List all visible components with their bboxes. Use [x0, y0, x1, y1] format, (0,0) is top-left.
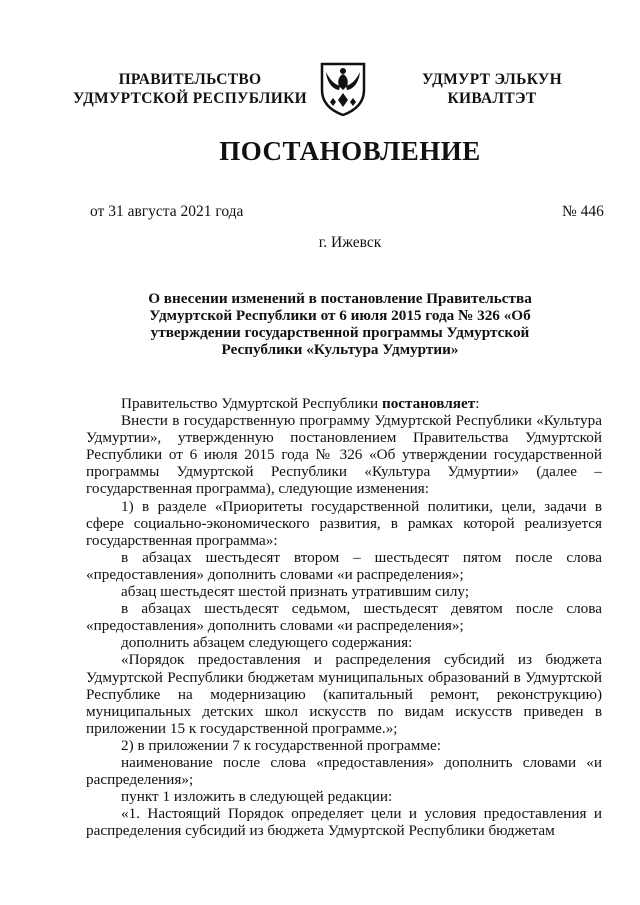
document-number: № 446 [562, 203, 604, 220]
intro-paragraph [86, 395, 602, 412]
body-paragraph: «Порядок предоставления и распределения субсидий из бюджета Удмуртской Республики бюджетам муниципальных образований в Удмуртской Республике на модернизацию (капитальный ремонт, реконструкцию) муниципальных детских школ искусств по видам искусств приведен в приложении 15 к государственной программе.»; [86, 651, 602, 737]
government-name-udmurt-line1: УДМУРТ ЭЛЬКУН [422, 71, 562, 88]
body-paragraph: дополнить абзацем следующего содержания: [121, 634, 413, 652]
body-paragraph: пункт 1 изложить в следующей редакции: [121, 788, 393, 806]
intro-text: Правительство Удмуртской Республики [121, 395, 382, 412]
body-paragraph: абзац шестьдесят шестой признать утратившим силу; [121, 583, 470, 601]
document-type-title: ПОСТАНОВЛЕНИЕ [219, 136, 481, 166]
government-name-russian [70, 70, 310, 108]
intro-colon: : [475, 395, 480, 412]
body-paragraph: в абзацах шестьдесят седьмом, шестьдесят девятом после слова «предоставления» дополнить словами «и распределения»; [86, 600, 602, 635]
body-paragraph: в абзацах шестьдесят втором – шестьдесят пятом после слова «предоставления» дополнить словами «и распределения»; [86, 548, 602, 583]
government-name-udmurt-line2: КИВАЛТЭТ [447, 90, 537, 107]
body-paragraph: Внести в государственную программу Удмуртской Республики «Культура Удмуртии», утвержденную постановлением Правительства Удмуртской Республики от 6 июля 2015 года № 326 «Об утверждении государственной программы Удмуртской Республики «Культура Удмуртии» (далее – государственная программа), следующие изменения: [86, 412, 602, 498]
government-name-line2: УДМУРТСКОЙ РЕСПУБЛИКИ [72, 90, 307, 107]
body-paragraph: 2) в приложении 7 к государственной программе: [121, 736, 441, 754]
government-name-line1: ПРАВИТЕЛЬСТВО [118, 71, 262, 88]
document-date: от 31 августа 2021 года [90, 203, 244, 220]
intro-verb: постановляет [381, 395, 476, 412]
document-body [86, 395, 602, 839]
body-paragraph: наименование после слова «предоставления» дополнить словами «и распределения»; [86, 753, 602, 789]
coat-of-arms-emblem-icon [318, 60, 368, 116]
body-paragraph: «1. Настоящий Порядок определяет цели и условия предоставления и распределения субсидий из бюджета Удмуртской Республики бюджетам [86, 805, 602, 840]
government-name-udmurt [392, 70, 592, 108]
document-subject: О внесении изменений в постановление Правительства Удмуртской Республики от 6 июля 2015 года № 326 «Об утверждении государственной программы Удмуртской Республики «Культура Удмуртии» [148, 290, 532, 358]
document-city: г. Ижевск [318, 234, 382, 251]
body-paragraph: 1) в разделе «Приоритеты государственной политики, цели, задачи в сфере социально-экономического развития, в рамках которой реализуется государственная программа»: [86, 497, 602, 549]
